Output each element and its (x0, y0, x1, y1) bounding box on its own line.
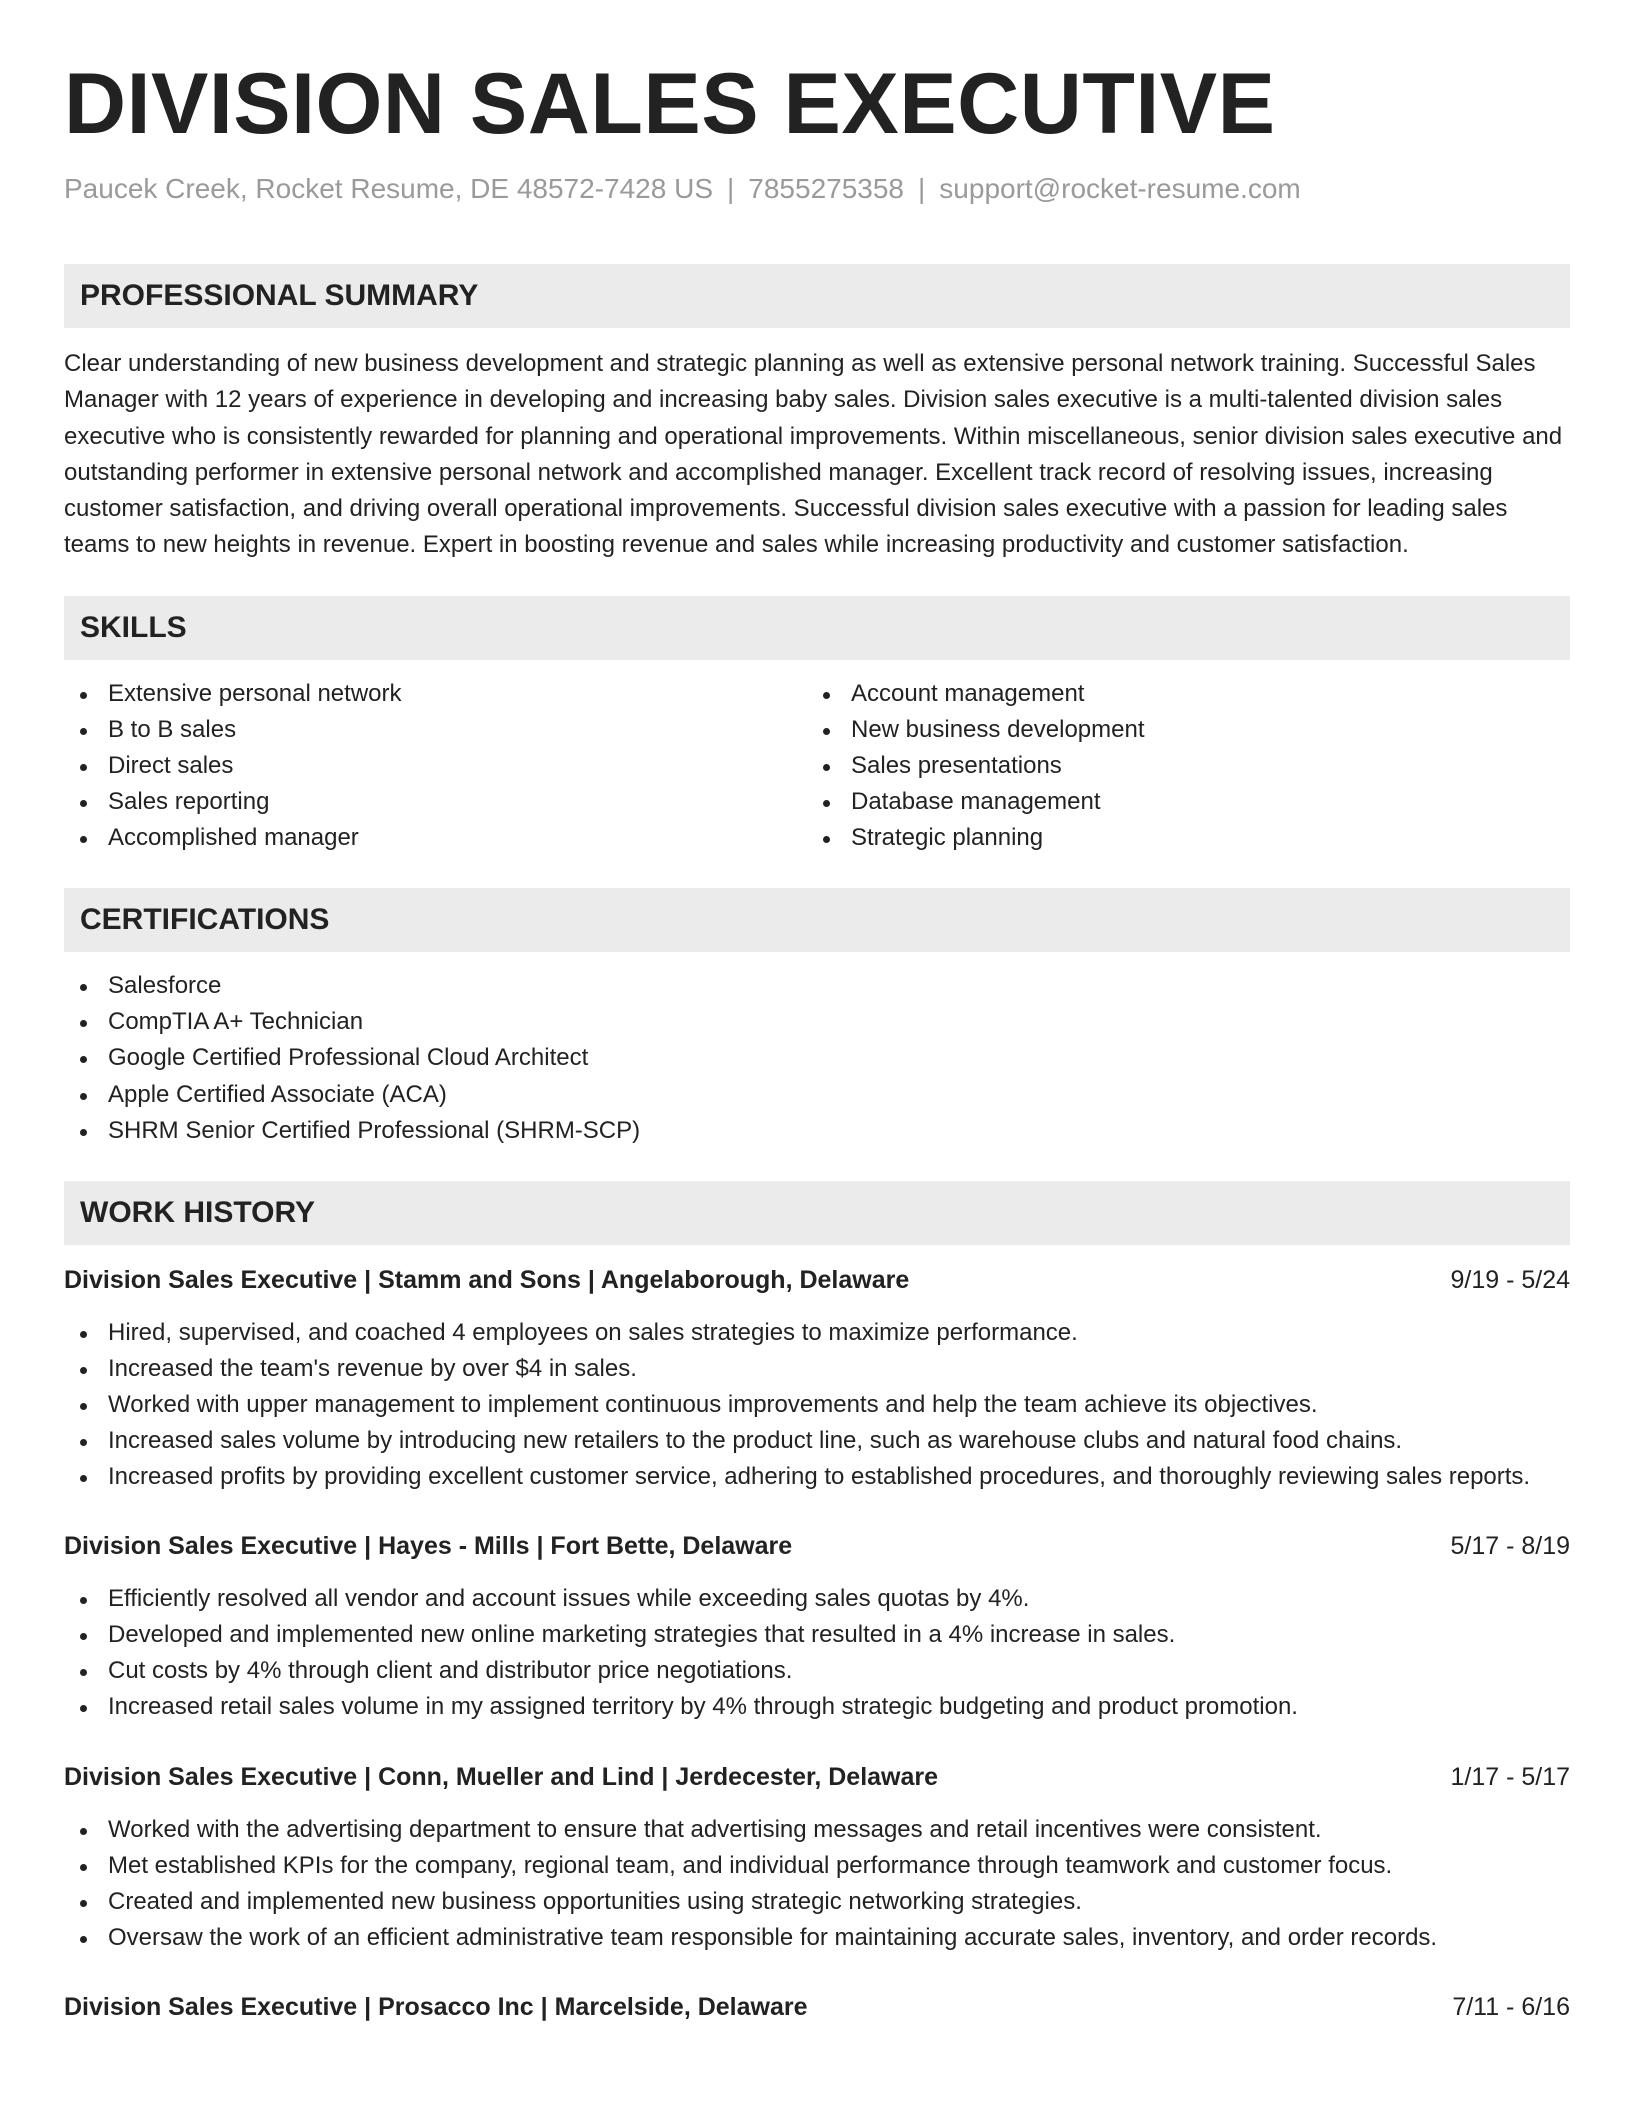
job-bullet: Met established KPIs for the company, regional team, and individual performance through teamwork and customer focus. (64, 1848, 1570, 1884)
job-bullet: Worked with the advertising department to ensure that advertising messages and retail incentives were consistent. (64, 1812, 1570, 1848)
contact-address: Paucek Creek, Rocket Resume, DE 48572-7428 US (64, 173, 713, 204)
skill-item: Direct sales (64, 748, 807, 784)
skills-column-right (807, 676, 1550, 856)
job-entry (64, 1760, 1570, 1956)
job-dates: 7/11 - 6/16 (1452, 1992, 1570, 2021)
contact-separator: | (727, 173, 735, 204)
summary-heading: PROFESSIONAL SUMMARY (64, 264, 1570, 328)
job-bullet: Created and implemented new business opportunities using strategic networking strategies. (64, 1884, 1570, 1920)
job-bullets (64, 1812, 1570, 1956)
work-history-heading: WORK HISTORY (64, 1181, 1570, 1245)
job-title: Division Sales Executive | Hayes - Mills | Fort Bette, Delaware (64, 1532, 793, 1561)
job-bullets (64, 1315, 1570, 1495)
skill-item: Database management (807, 784, 1550, 820)
job-entry (64, 1529, 1570, 1725)
job-header (64, 1990, 1570, 2024)
certifications-list (64, 968, 1570, 1148)
candidate-name: DIVISION SALES EXECUTIVE (64, 56, 1276, 152)
certification-item: Google Certified Professional Cloud Architect (64, 1040, 1570, 1076)
skill-item: Sales presentations (807, 748, 1550, 784)
contact-line (64, 172, 1570, 206)
skill-item: New business development (807, 712, 1550, 748)
contact-phone: 7855275358 (748, 173, 905, 204)
certifications-heading: CERTIFICATIONS (64, 888, 1570, 952)
skill-item: B to B sales (64, 712, 807, 748)
job-header (64, 1263, 1570, 1297)
skill-item: Sales reporting (64, 784, 807, 820)
contact-separator: | (918, 173, 926, 204)
job-bullet: Worked with upper management to implement continuous improvements and help the team achieve its objectives. (64, 1387, 1570, 1423)
skills-grid (64, 676, 1570, 856)
job-title: Division Sales Executive | Stamm and Sons | Angelaborough, Delaware (64, 1265, 910, 1294)
skill-item: Account management (807, 676, 1550, 712)
job-bullet: Increased sales volume by introducing new retailers to the product line, such as warehouse clubs and natural food chains. (64, 1423, 1570, 1459)
job-bullet: Cut costs by 4% through client and distributor price negotiations. (64, 1653, 1570, 1689)
job-entry (64, 1263, 1570, 1495)
job-title: Division Sales Executive | Conn, Mueller and Lind | Jerdecester, Delaware (64, 1762, 939, 1791)
job-bullets (64, 1581, 1570, 1725)
resume-page (64, 58, 1570, 2024)
skill-item: Strategic planning (807, 820, 1550, 856)
skills-heading: SKILLS (64, 596, 1570, 660)
job-header (64, 1760, 1570, 1794)
contact-email: support@rocket-resume.com (939, 173, 1301, 204)
job-entry (64, 1990, 1570, 2024)
certification-item: SHRM Senior Certified Professional (SHRM-SCP) (64, 1113, 1570, 1149)
job-bullet: Increased retail sales volume in my assigned territory by 4% through strategic budgeting and product promotion. (64, 1689, 1570, 1725)
job-bullet: Efficiently resolved all vendor and account issues while exceeding sales quotas by 4%. (64, 1581, 1570, 1617)
job-bullet: Developed and implemented new online marketing strategies that resulted in a 4% increase in sales. (64, 1617, 1570, 1653)
certification-item: CompTIA A+ Technician (64, 1004, 1570, 1040)
job-header (64, 1529, 1570, 1563)
job-bullet: Increased the team's revenue by over $4 in sales. (64, 1351, 1570, 1387)
job-bullet: Hired, supervised, and coached 4 employees on sales strategies to maximize performance. (64, 1315, 1570, 1351)
summary-text: Clear understanding of new business development and strategic planning as well as extensive personal network training. Successful Sales Manager with 12 years of experience in developing and increasing baby sales. Division sales executive is a multi-talented division sales executive who is consistently rewarded for planning and operational improvements. Within miscellaneous, senior division sales executive and outstanding performer in extensive personal network and accomplished manager. Excellent track record of resolving issues, increasing customer satisfaction, and driving overall operational improvements. Successful division sales executive with a passion for leading sales teams to new heights in revenue. Expert in boosting revenue and sales while increasing productivity and customer satisfaction. (64, 350, 1563, 559)
job-title: Division Sales Executive | Prosacco Inc | Marcelside, Delaware (64, 1992, 808, 2021)
job-bullet: Oversaw the work of an efficient administrative team responsible for maintaining accurate sales, inventory, and order records. (64, 1920, 1570, 1956)
job-dates: 9/19 - 5/24 (1450, 1265, 1570, 1294)
job-dates: 5/17 - 8/19 (1450, 1532, 1570, 1561)
skills-column-left (64, 676, 807, 856)
skill-item: Accomplished manager (64, 820, 807, 856)
job-dates: 1/17 - 5/17 (1450, 1762, 1570, 1791)
skill-item: Extensive personal network (64, 676, 807, 712)
certification-item: Apple Certified Associate (ACA) (64, 1077, 1570, 1113)
certification-item: Salesforce (64, 968, 1570, 1004)
job-bullet: Increased profits by providing excellent customer service, adhering to established procedures, and thoroughly reviewing sales reports. (64, 1459, 1570, 1495)
